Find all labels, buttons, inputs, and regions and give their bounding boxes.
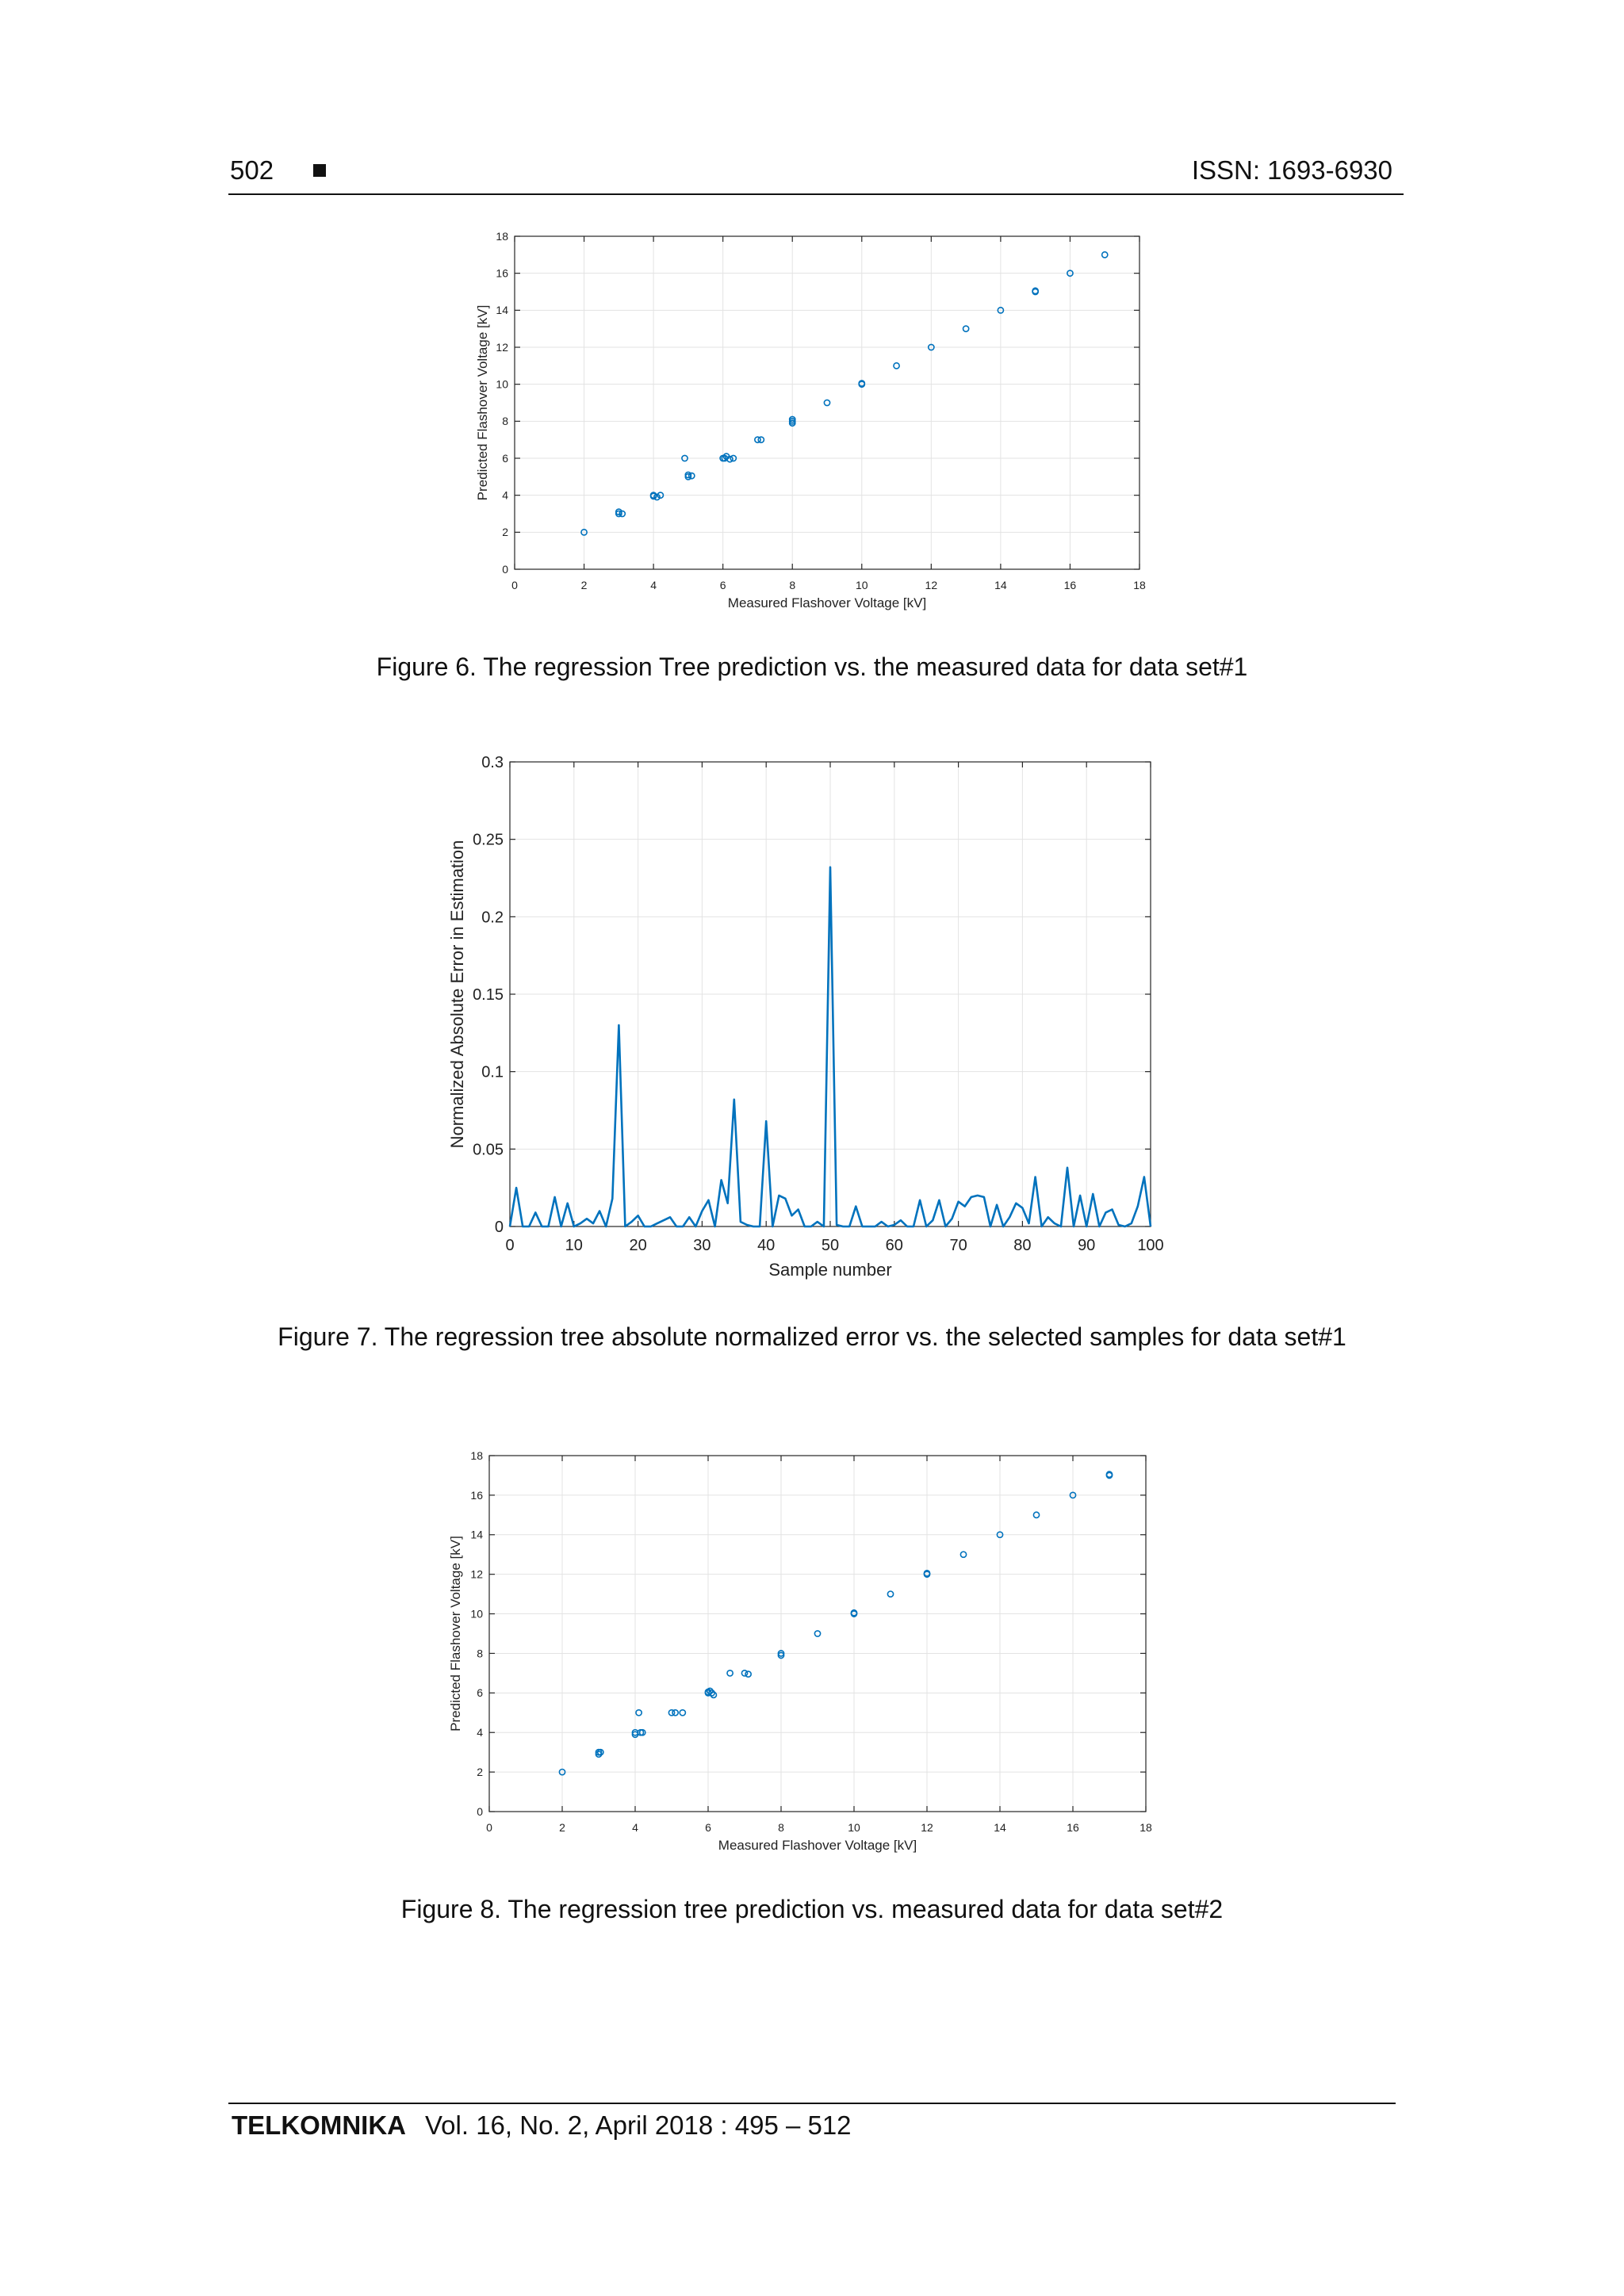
x-axis-label: Sample number (768, 1260, 892, 1280)
x-tick-label: 30 (693, 1237, 711, 1254)
x-tick-label: 0 (486, 1821, 492, 1834)
x-tick-label: 16 (1063, 579, 1077, 591)
x-tick-label: 40 (757, 1237, 776, 1254)
footer-journal: TELKOMNIKA (232, 2110, 406, 2140)
footer-rule (228, 2103, 1396, 2104)
figure-6-chart (475, 230, 1146, 610)
y-tick-label: 0.15 (473, 986, 504, 1004)
journal-issn: ISSN: 1693-6930 (1191, 155, 1392, 185)
y-tick-label: 12 (496, 340, 508, 354)
x-tick-label: 80 (1013, 1237, 1032, 1254)
data-point (824, 400, 829, 405)
x-tick-label: 8 (778, 1821, 784, 1834)
x-tick-label: 60 (885, 1237, 903, 1254)
figure-7-caption: Figure 7. The regression tree absolute normalized error vs. the selected samples for data set#1 (278, 1322, 1346, 1351)
x-tick-label: 10 (855, 579, 868, 591)
y-tick-label: 0 (477, 1804, 483, 1818)
y-tick-label: 0.1 (481, 1063, 504, 1081)
figure-7-chart (447, 754, 1164, 1280)
x-tick-label: 4 (650, 579, 657, 591)
y-tick-label: 8 (477, 1647, 483, 1660)
x-tick-label: 6 (719, 579, 726, 591)
data-point (672, 1710, 678, 1716)
page-number-text: 502 (230, 155, 274, 185)
x-tick-label: 14 (994, 1821, 1006, 1834)
y-tick-label: 0 (494, 1219, 504, 1236)
y-tick-label: 14 (470, 1528, 483, 1541)
page-footer (232, 2110, 852, 2141)
y-tick-label: 0.05 (473, 1141, 504, 1159)
y-tick-label: 4 (502, 488, 508, 502)
x-axis-label: Measured Flashover Voltage [kV] (718, 1838, 917, 1853)
data-point (960, 1552, 966, 1557)
x-tick-label: 14 (994, 579, 1007, 591)
y-tick-label: 8 (502, 415, 508, 428)
y-axis-label: Normalized Absolute Error in Estimation (447, 840, 467, 1149)
y-tick-label: 0.2 (481, 909, 504, 927)
x-tick-label: 70 (949, 1237, 967, 1254)
y-tick-label: 18 (496, 229, 508, 243)
x-tick-label: 2 (580, 579, 588, 591)
figure-8-caption: Figure 8. The regression tree prediction vs. measured data for data set#2 (400, 1895, 1224, 1923)
y-tick-label: 6 (477, 1686, 483, 1700)
x-tick-label: 100 (1137, 1237, 1164, 1254)
x-tick-label: 12 (925, 579, 938, 591)
x-tick-label: 12 (921, 1821, 933, 1834)
figure-8-chart (448, 1449, 1152, 1853)
x-tick-label: 6 (705, 1821, 711, 1834)
data-point (636, 1710, 642, 1716)
data-point (680, 1710, 685, 1716)
plot-frame (489, 1456, 1146, 1812)
data-point (689, 473, 695, 479)
x-tick-label: 10 (565, 1237, 583, 1254)
x-tick-label: 16 (1067, 1821, 1079, 1834)
x-tick-label: 10 (848, 1821, 860, 1834)
x-tick-label: 8 (789, 579, 796, 591)
y-tick-label: 16 (496, 266, 508, 280)
footer-info: Vol. 16, No. 2, April 2018 : 495 – 512 (424, 2110, 852, 2140)
x-tick-label: 4 (632, 1821, 638, 1834)
data-point (1033, 1512, 1039, 1517)
y-tick-label: 10 (470, 1607, 483, 1621)
y-tick-label: 0.3 (481, 754, 504, 771)
data-point (814, 1631, 820, 1636)
data-point (727, 1670, 733, 1676)
y-tick-label: 2 (477, 1766, 483, 1779)
plot-frame (515, 236, 1139, 569)
data-point (887, 1591, 893, 1597)
x-tick-label: 0 (511, 579, 518, 591)
x-tick-label: 50 (821, 1237, 840, 1254)
y-tick-label: 10 (496, 377, 508, 391)
y-tick-label: 4 (477, 1726, 483, 1739)
x-tick-label: 20 (629, 1237, 647, 1254)
y-tick-label: 16 (470, 1488, 483, 1502)
data-point (745, 1671, 751, 1677)
y-axis-label: Predicted Flashover Voltage [kV] (448, 1536, 463, 1732)
y-tick-label: 18 (470, 1448, 483, 1462)
x-tick-label: 18 (1133, 579, 1146, 591)
y-tick-label: 6 (502, 451, 508, 465)
x-tick-label: 90 (1078, 1237, 1096, 1254)
y-tick-label: 14 (496, 304, 508, 317)
y-tick-label: 2 (502, 526, 508, 539)
y-tick-label: 0.25 (473, 831, 504, 849)
figure-6-caption: Figure 6. The regression Tree prediction vs. the measured data for data set#1 (376, 652, 1248, 681)
data-point (963, 326, 969, 331)
y-tick-label: 0 (502, 562, 508, 576)
x-tick-label: 2 (559, 1821, 565, 1834)
data-point (1102, 252, 1108, 258)
x-tick-label: 0 (505, 1237, 515, 1254)
data-point (894, 363, 899, 369)
x-axis-label: Measured Flashover Voltage [kV] (727, 595, 927, 610)
x-tick-label: 18 (1139, 1821, 1152, 1834)
y-tick-label: 12 (470, 1567, 483, 1581)
y-axis-label: Predicted Flashover Voltage [kV] (475, 304, 490, 501)
